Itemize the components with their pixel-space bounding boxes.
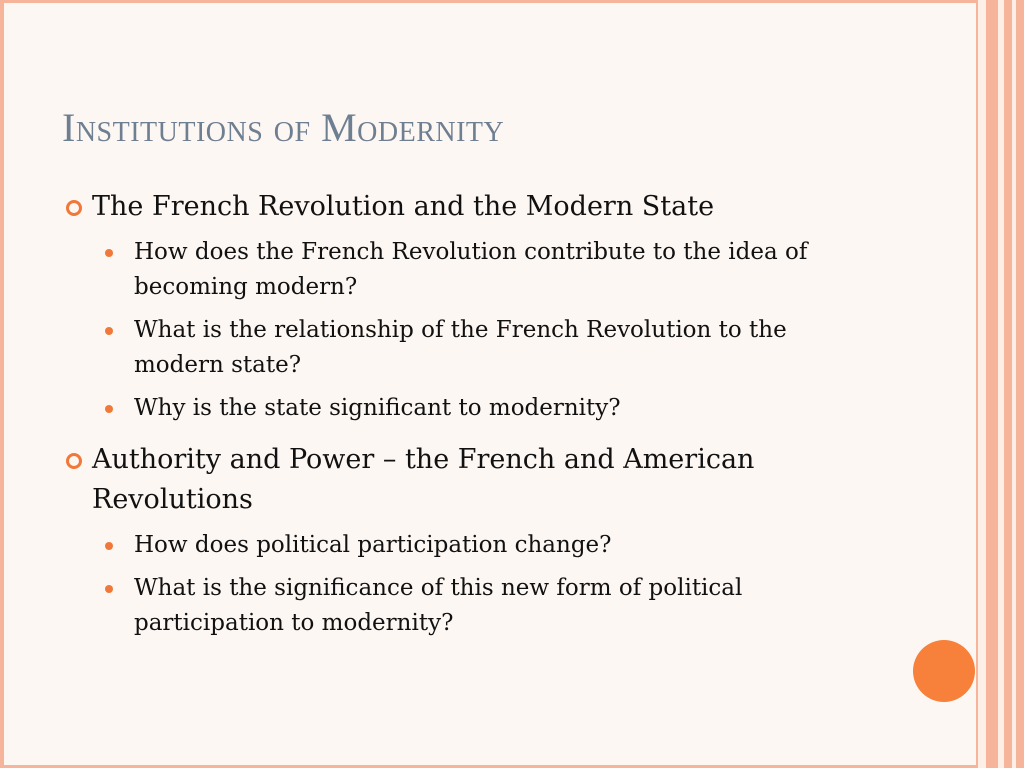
dot-bullet-icon [105, 405, 113, 413]
sub-bullet-text: How does the French Revolution contribute to the idea of becoming modern? [134, 239, 808, 300]
sub-bullet-item [62, 391, 882, 426]
sub-bullet-item [62, 528, 882, 563]
sub-bullet-item [62, 235, 882, 305]
frame-left-border [0, 0, 4, 768]
slide-title: Institutions of Modernity [62, 105, 505, 150]
frame-top-border [0, 0, 1024, 3]
dot-bullet-icon [105, 327, 113, 335]
dot-bullet-icon [105, 542, 113, 550]
sub-bullet-text: What is the relationship of the French Revolution to the modern state? [134, 317, 787, 378]
decorative-circle-icon [913, 640, 975, 702]
decorative-stripes [976, 0, 1024, 768]
sub-bullet-text: How does political participation change? [134, 532, 612, 558]
sub-bullet-item [62, 571, 882, 641]
bullet-item [62, 440, 882, 520]
dot-bullet-icon [105, 249, 113, 257]
bullet-text: The French Revolution and the Modern State [92, 191, 715, 222]
sub-bullet-text: Why is the state significant to modernity? [134, 395, 621, 421]
sub-bullet-item [62, 313, 882, 383]
dot-bullet-icon [105, 585, 113, 593]
sub-bullet-text: What is the significance of this new form of political participation to modernity? [134, 575, 743, 636]
ring-bullet-icon [66, 453, 82, 469]
bullet-text: Authority and Power – the French and American Revolutions [92, 444, 755, 515]
slide-content [62, 187, 882, 649]
bullet-item [62, 187, 882, 227]
ring-bullet-icon [66, 200, 82, 216]
